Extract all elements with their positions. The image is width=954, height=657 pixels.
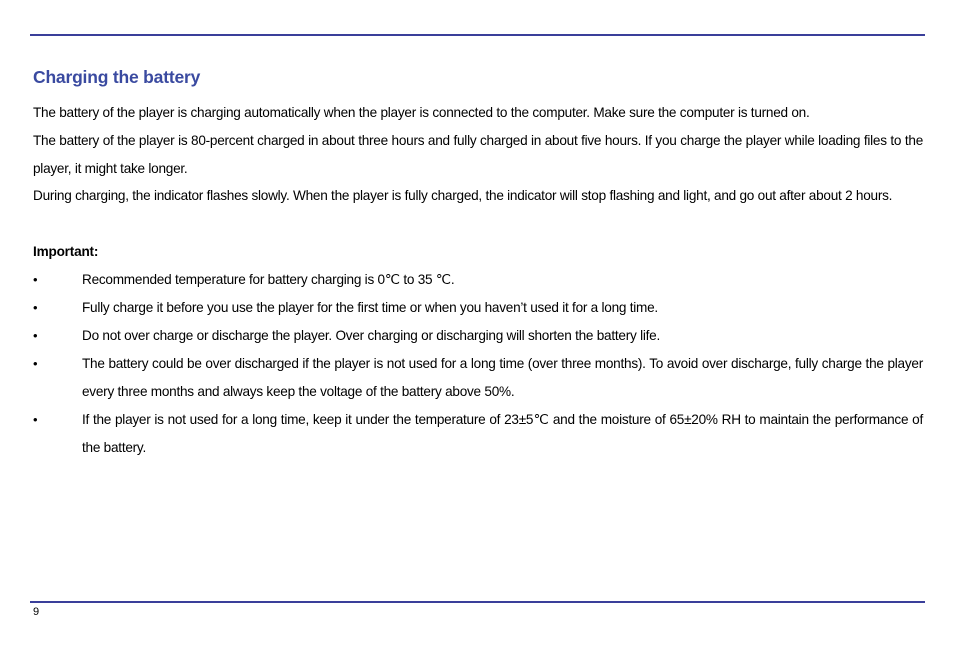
paragraph-auto-charging: The battery of the player is charging automatically when the player is connected to the computer. Make sure the computer is turned on.: [33, 105, 810, 120]
list-item: [33, 294, 923, 322]
list-item: [33, 266, 923, 294]
page-number: 9: [33, 606, 40, 618]
list-item-text: Recommended temperature for battery charging is 0℃ to 35 ℃.: [82, 272, 455, 287]
list-item-text: Fully charge it before you use the player for the first time or when you haven’t used it for a long time.: [82, 300, 658, 315]
paragraph-indicator: During charging, the indicator flashes slowly. When the player is fully charged, the indicator will stop flashing and light, and go out after about 2 hours.: [33, 188, 893, 203]
list-item-text: Do not over charge or discharge the player. Over charging or discharging will shorten the battery life.: [82, 328, 660, 343]
paragraph-charge-time: The battery of the player is 80-percent charged in about three hours and fully charged in about five hours. If you charge the player while loading files to the player, it might take longer.: [33, 133, 923, 176]
bullet-icon: •: [33, 300, 38, 315]
list-item: [33, 406, 923, 462]
bullet-icon: •: [33, 328, 38, 343]
bottom-divider: [30, 601, 925, 603]
list-item: [33, 350, 923, 406]
list-item: [33, 322, 923, 350]
list-item-text: If the player is not used for a long time, keep it under the temperature of 23±5℃ and the moisture of 65±20% RH to maintain the performance of the battery.: [82, 412, 923, 455]
list-item-text: The battery could be over discharged if the player is not used for a long time (over three months). To avoid over discharge, fully charge the player every three months and always keep the voltage of the battery above 50%.: [82, 356, 923, 399]
important-label: Important:: [33, 244, 99, 259]
bullet-icon: •: [33, 356, 38, 371]
important-list: [33, 266, 923, 462]
section-title: Charging the battery: [33, 67, 201, 87]
bullet-icon: •: [33, 412, 38, 427]
bullet-icon: •: [33, 272, 38, 287]
top-divider: [30, 34, 925, 36]
